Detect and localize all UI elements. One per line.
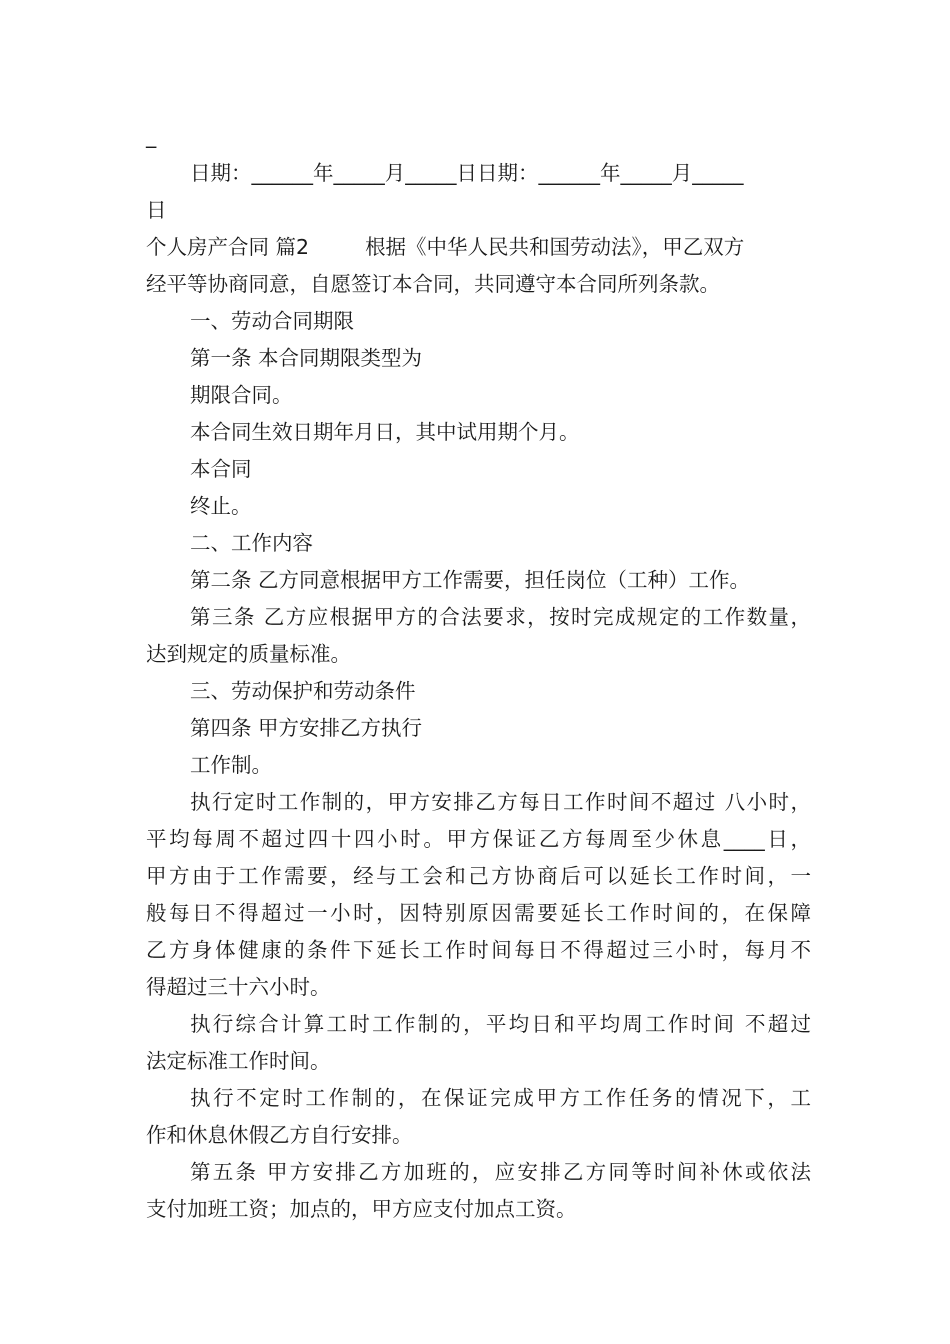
section-heading-2: 二、工作内容 xyxy=(190,531,313,555)
article-3-line-1: 第三条 乙方应根据甲方的合法要求，按时完成规定的工作数量， xyxy=(190,605,811,629)
top-mark: _ xyxy=(146,124,157,148)
preamble-first: 根据《中华人民共和国劳动法》，甲乙双方 xyxy=(365,235,745,259)
article-5-line-1: 第五条 甲方安排乙方加班的，应安排乙方同等时间补休或依法 xyxy=(190,1160,811,1184)
article-1-cont: 期限合同。 xyxy=(190,383,293,407)
contract-title: 个人房产合同 篇2 xyxy=(146,235,310,259)
para-3-line-1: 执行不定时工作制的，在保证完成甲方工作任务的情况下，工 xyxy=(190,1086,811,1110)
article-4: 第四条 甲方安排乙方执行 xyxy=(190,716,423,740)
section-heading-3: 三、劳动保护和劳动条件 xyxy=(190,679,416,703)
para-1-line-6: 得超过三十六小时。 xyxy=(146,975,331,999)
preamble-second: 经平等协商同意，自愿签订本合同，共同遵守本合同所列条款。 xyxy=(146,272,720,296)
article-5-line-2: 支付加班工资；加点的，甲方应支付加点工资。 xyxy=(146,1197,577,1221)
para-2-line-1: 执行综合计算工时工作制的，平均日和平均周工作时间 不超过 xyxy=(190,1012,811,1036)
para-1-line-3: 甲方由于工作需要，经与工会和己方协商后可以延长工作时间，一 xyxy=(146,864,811,888)
article-1-this: 本合同 xyxy=(190,457,252,481)
para-1-line-5: 乙方身体健康的条件下延长工作时间每日不得超过三小时，每月不 xyxy=(146,938,811,962)
para-2-line-2: 法定标准工作时间。 xyxy=(146,1049,331,1073)
contract-title-line xyxy=(146,229,811,266)
para-1-line-4: 般每日不得超过一小时，因特别原因需要延长工作时间的，在保障 xyxy=(146,901,811,925)
signature-date-line: 日期：______年_____月_____日日期：______年_____月_____ xyxy=(190,161,744,185)
contract-page xyxy=(146,118,811,1228)
para-1-line-2: 平均每周不超过四十四小时。甲方保证乙方每周至少休息____日， xyxy=(146,827,811,851)
article-1-end: 终止。 xyxy=(190,494,252,518)
article-3-line-2: 达到规定的质量标准。 xyxy=(146,642,351,666)
signature-date-wrap: 日 xyxy=(146,198,167,222)
article-1: 第一条 本合同期限类型为 xyxy=(190,346,423,370)
para-3-line-2: 作和休息休假乙方自行安排。 xyxy=(146,1123,413,1147)
para-1-line-1: 执行定时工作制的，甲方安排乙方每日工作时间不超过 八小时， xyxy=(190,790,811,814)
article-1-effective: 本合同生效日期年月日，其中试用期个月。 xyxy=(190,420,580,444)
section-heading-1: 一、劳动合同期限 xyxy=(190,309,354,333)
article-2: 第二条 乙方同意根据甲方工作需要，担任岗位（工种）工作。 xyxy=(190,568,751,592)
article-4-cont: 工作制。 xyxy=(190,753,272,777)
